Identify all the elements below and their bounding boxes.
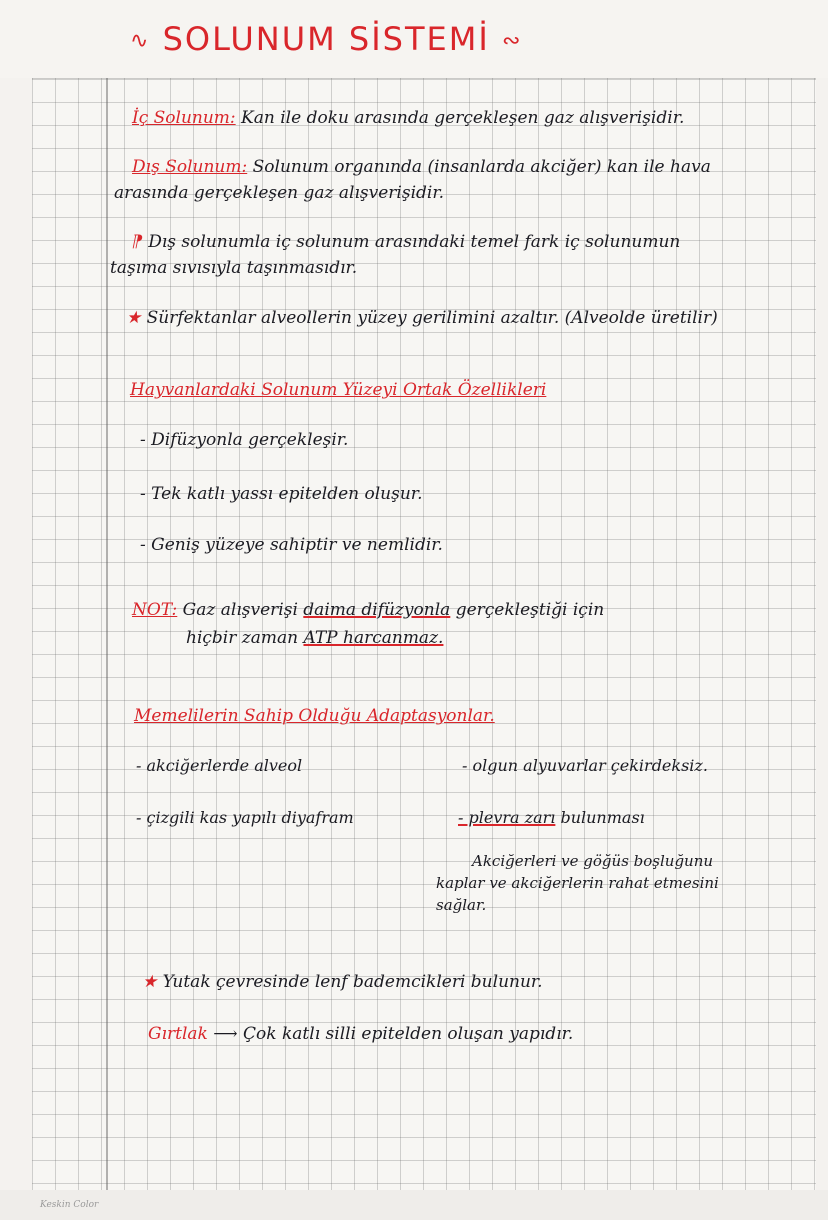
note-text-1a: Gaz alışverişi <box>177 600 304 620</box>
page-title-text: SOLUNUM SİSTEMİ <box>162 20 490 58</box>
note-text-2b: ATP harcanmaz. <box>303 628 444 648</box>
page-bottom-strip <box>0 1190 828 1220</box>
girtlak-label: Gırtlak <box>148 1024 208 1044</box>
note-text-2a: hiçbir zaman <box>186 628 304 648</box>
plevra-label: - plevra zarı <box>458 808 556 827</box>
margin-line <box>106 78 108 1190</box>
mammal-right-item-2 <box>458 808 645 827</box>
girtlak-line <box>148 1024 573 1044</box>
ic-solunum-text: Kan ile doku arasında gerçekleşen gaz alışverişidir. <box>235 108 685 128</box>
girtlak-text: Çok katlı silli epitelden oluşan yapıdır. <box>243 1024 574 1044</box>
brand-logo: Keskin Color <box>40 1200 99 1210</box>
title-left-squiggle-icon: ∿ <box>130 28 151 54</box>
star-icon: ★ <box>126 308 142 328</box>
fark-text-1: Dış solunumla iç solunum arasındaki temel fark iç solunumun <box>142 232 681 252</box>
note-text-1c: gerçekleştiği için <box>450 600 605 620</box>
animal-item-3: - Geniş yüzeye sahiptir ve nemlidir. <box>140 535 443 555</box>
arrow-right-icon: ⟶ <box>207 1024 244 1044</box>
plevra-desc-2: kaplar ve akciğerlerin rahat etmesini <box>436 874 719 892</box>
mammal-left-item-1: - akciğerlerde alveol <box>136 756 303 775</box>
ic-solunum-label: İç Solunum: <box>132 108 236 128</box>
mammal-left-item-2: - çizgili kas yapılı diyafram <box>136 808 354 827</box>
fark-line <box>132 232 680 252</box>
surfektan-text: Sürfektanlar alveollerin yüzey gerilimini azaltır. (Alveolde üretilir) <box>141 308 718 328</box>
animal-section-heading: Hayvanlardaki Solunum Yüzeyi Ortak Özellikleri <box>130 380 547 400</box>
ic-solunum-line <box>132 108 684 128</box>
yutak-line <box>142 972 543 992</box>
animal-item-2: - Tek katlı yassı epitelden oluşur. <box>140 484 423 504</box>
dis-solunum-line <box>132 157 711 177</box>
fark-text-2: taşıma sıvısıyla taşınmasıdır. <box>110 258 358 278</box>
animal-item-1: - Difüzyonla gerçekleşir. <box>140 430 349 450</box>
mammal-right-item-1: - olgun alyuvarlar çekirdeksiz. <box>462 756 708 775</box>
note-line-2 <box>186 628 443 648</box>
title-right-squiggle-icon: ∾ <box>501 28 523 54</box>
paragraph-mark-icon: ⁋ <box>132 232 143 252</box>
note-text-1b: daima difüzyonla <box>303 600 451 620</box>
bottom-star-icon: ★ <box>142 972 158 992</box>
plevra-desc-3: sağlar. <box>436 896 487 914</box>
surfektan-line <box>126 308 718 328</box>
plevra-desc-1: Akciğerleri ve göğüs boşluğunu <box>472 852 714 870</box>
plevra-suffix: bulunması <box>555 808 645 827</box>
mammal-section-heading: Memelilerin Sahip Olduğu Adaptasyonlar. <box>134 706 495 726</box>
page-title <box>130 20 522 58</box>
dis-solunum-label: Dış Solunum: <box>132 157 248 177</box>
note-line-1 <box>132 600 604 620</box>
fark-line-2 <box>110 258 357 278</box>
dis-solunum-text-1: Solunum organında (insanlarda akciğer) kan ile hava <box>247 157 711 177</box>
yutak-text: Yutak çevresinde lenf bademcikleri bulunur. <box>157 972 543 992</box>
note-label: NOT: <box>132 600 178 620</box>
dis-solunum-line-2 <box>114 183 444 203</box>
dis-solunum-text-2: arasında gerçekleşen gaz alışverişidir. <box>114 183 444 203</box>
